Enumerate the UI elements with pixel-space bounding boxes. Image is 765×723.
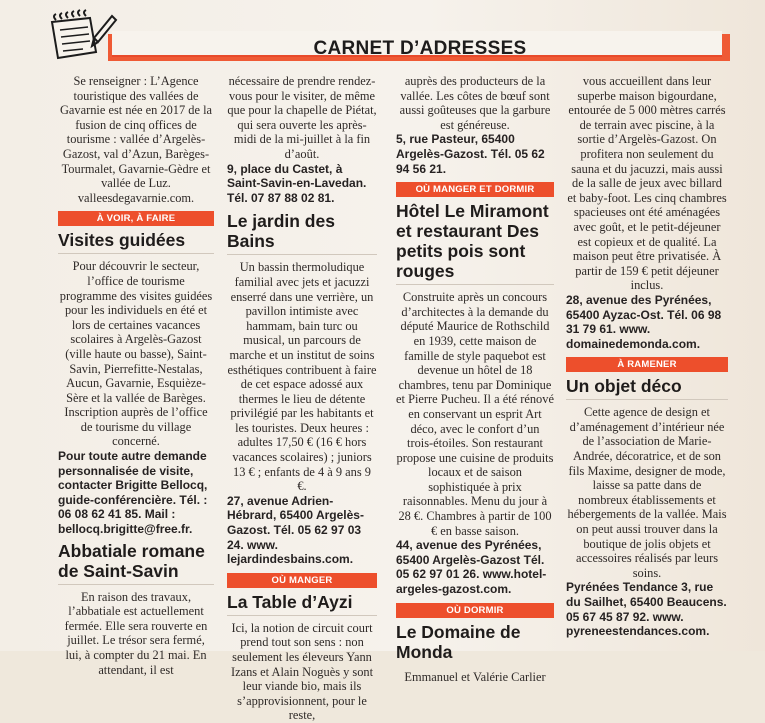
heading: Hôtel Le Miramont et restaurant Des petits pois sont rouges <box>396 201 554 285</box>
paragraph: Emmanuel et Valérie Carlier <box>404 669 546 684</box>
contact-block: 9, place du Castet, à Saint-Savin-en-Lavedan. Tél. 07 87 88 02 81. <box>227 161 367 205</box>
section-tag: OÙ DORMIR <box>396 603 554 618</box>
heading: Un objet déco <box>566 376 728 400</box>
contact-block: 27, avenue Adrien-Hébrard, 65400 Argelès-Gazost. Tél. 05 62 97 03 24. www. lejardindesbains.com. <box>227 493 364 567</box>
heading: Abbatiale romane de Saint-Savin <box>58 541 214 585</box>
contact-block: 44, avenue des Pyrénées, 65400 Argelès-Gazost Tél. 05 62 97 01 26. www.hotel-argeles-gazost.com. <box>396 538 547 597</box>
column-4 <box>566 74 728 639</box>
section-tag: OÙ MANGER ET DORMIR <box>396 182 554 197</box>
section-tag: À VOIR, À FAIRE <box>58 211 214 226</box>
column-2 <box>227 74 377 723</box>
contact-block: 28, avenue des Pyrénées, 65400 Ayzac-Ost. Tél. 06 98 31 79 61. www. domainedemonda.com. <box>566 292 722 351</box>
paragraph: Pour découvrir le secteur, l’office de tourisme programme des visites guidées pour les individuels en été et lors de certaines vacances scolaires à Argelès-Gazost (ville haute ou basse), Saint-Savin, Pierrefitte-Nestalas, Aucun, Gavarnie, Esquièze-Sère et la vallée de Barèges. Inscription auprès de l’office de tourisme du village concerné. <box>59 259 213 449</box>
notebook-pencil-icon <box>38 8 118 66</box>
paragraph: nécessaire de prendre rendez-vous pour le visiter, de même que pour la chapelle de Piétat, qui sera ouverte les après-midi de la mi-juillet à la fin d’août. <box>227 74 377 161</box>
paragraph: Ici, la notion de circuit court prend tout son sens : non seulement les éleveurs Yann Izans et Alain Noguès y sont leur viande bio, mais ils s’approvisionnent, pour le reste, <box>230 620 374 723</box>
paragraph: En raison des travaux, l’abbatiale est actuellement fermée. Elle sera rouverte en juillet. Le trésor sera fermé, lui, à compter du 21 mai. En attendant, il est <box>64 589 208 677</box>
paragraph: auprès des producteurs de la vallée. Les côtes de bœuf sont aussi goûteuses que la garbure est généreuse. <box>399 74 551 132</box>
section-tag: À RAMENER <box>566 357 728 372</box>
paragraph: Cette agence de design et d’aménagement d’intérieur née de l’association de Marie-Andrée, décoratrice, et de son fils Maxime, designer de mode, laisse sa patte dans de nombreux établissements et hébergements de la vallée. Mais on peut aussi trouver dans la boutique de jolis objets et accessoires réalisés par leurs soins. <box>567 405 727 580</box>
column-1 <box>58 74 214 677</box>
contact-block: 5, rue Pasteur, 65400 Argelès-Gazost. Tél. 05 62 94 56 21. <box>396 132 545 176</box>
heading: Le Domaine de Monda <box>396 621 521 662</box>
heading: Visites guidées <box>58 230 214 254</box>
paragraph: vous accueillent dans leur superbe maison bigourdane, entourée de 5 000 mètres carrés de terrain avec piscine, à la sortie d’Argelès-Gazost. On profitera non seulement du sauna et du jacuzzi, mais aussi de la salle de jeux avec billard et baby-foot. Les cinq chambres spacieuses ont été aménagées avec goût, et le petit-déjeuner est copieux et de qualité. La maison peut être privatisée. À partir de 159 € petit déjeuner inclus. <box>567 74 727 293</box>
contact-block: Pour toute autre demande personnalisée de visite, contacter Brigitte Bellocq, guide-conférencière. Tél. : 06 08 62 41 85. Mail : bellocq.brigitte@free.fr. <box>58 449 208 537</box>
page-title: CARNET D’ADRESSES <box>313 38 527 59</box>
section-tag: OÙ MANGER <box>227 573 377 588</box>
paragraph: Un bassin thermoludique familial avec jets et jacuzzi enserré dans une verrière, un pavillon intimiste avec hammam, bain turc ou musical, un parcours de marche et un institut de soins esthétiques contribuent à faire de cet espace adossé aux thermes le lieu de détente privilégié par les habitants et les touristes. Deux heures : adultes 17,50 € (16 € hors vacances scolaires) ; juniors 13 € ; enfants de 4 à 9 ans 9 €. <box>227 260 377 494</box>
heading: La Table d’Ayzi <box>227 592 377 616</box>
paragraph: Construite après un concours d’architectes à la demande du député Maurice de Rothschild en 1939, cette maison de famille de style paquebot est devenue un hôtel de 18 chambres, tenu par Dominique et Pierre Pucheu. Il a été rénové en conservant un esprit Art déco, avec le confort d’un trois-étoiles. Son restaurant propose une cuisine de produits locaux et de saison sophistiquée à prix raisonnables. Menu du jour à 28 €. Chambres à partir de 100 € en basse saison. <box>396 290 554 538</box>
column-3 <box>396 74 554 684</box>
heading: Le jardin des Bains <box>227 211 377 255</box>
contact-block: Pyrénées Tendance 3, rue du Sailhet, 65400 Beaucens. 05 67 45 87 92. www. pyreneestendances.com. <box>566 580 727 639</box>
intro-text: Se renseigner : L’Agence touristique des vallées de Gavarnie est née en 2017 de la fusion de cinq offices de tourisme : vallée d’Argelès-Gazost, val d’Azun, Barèges-Tourmalet, Gavarnie-Gèdre et vallée de Luz. valleesdegavarnie.com. <box>59 74 213 205</box>
